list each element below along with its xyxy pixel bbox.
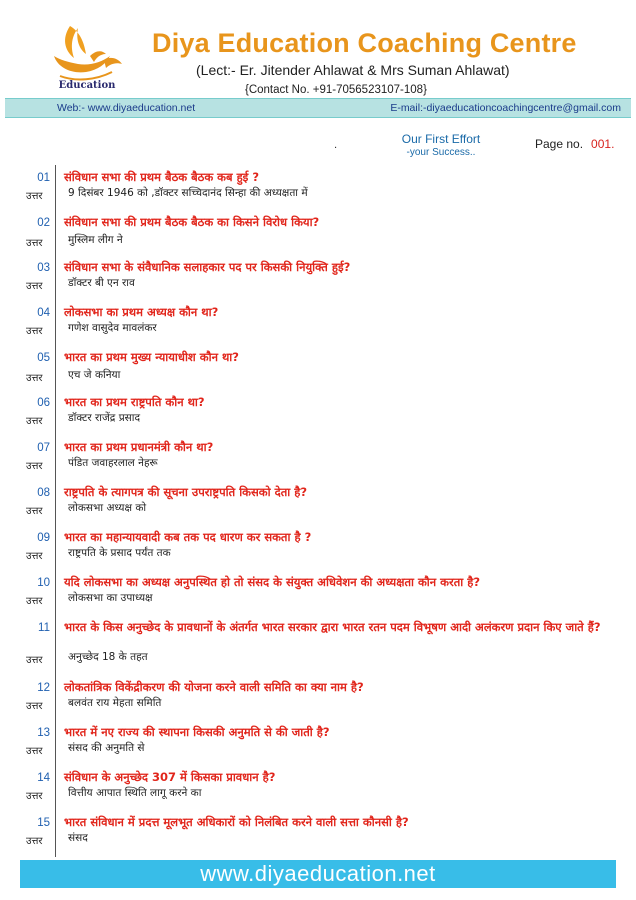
question-number: 08 xyxy=(37,487,50,499)
answer-text: लोकसभा अध्यक्ष को xyxy=(68,502,147,514)
tagline-line2: -your Success.. xyxy=(406,147,476,158)
question-text: भारत का प्रथम मुख्य न्यायाधीश कौन था? xyxy=(64,350,239,364)
question-text: राष्ट्रपति के त्यागपत्र की सूचना उपराष्ट्रपति किसको देता है? xyxy=(64,485,308,499)
question-number: 04 xyxy=(37,307,50,319)
question-text: भारत का प्रथम प्रधानमंत्री कौन था? xyxy=(64,440,214,454)
answer-text: संसद xyxy=(68,832,88,844)
question-text: संविधान सभा के संवैधानिक सलाहकार पद पर किसकी नियुक्ति हुई? xyxy=(64,260,351,274)
answer-label: उत्तर xyxy=(26,238,43,249)
question-text: भारत के किस अनुच्छेद के प्रावधानों के अंतर्गत भारत सरकार द्वारा भारत रतन पदम विभूषण आदी अलंकरण प्रदान किए जाते हैं? xyxy=(64,620,601,634)
answer-label: उत्तर xyxy=(26,416,43,427)
question-number: 09 xyxy=(37,532,50,544)
answer-text: संसद की अनुमति से xyxy=(68,742,145,754)
question-text: भारत में नए राज्य की स्थापना किसकी अनुमति से की जाती है? xyxy=(64,725,330,739)
answer-text: वित्तीय आपात स्थिति लागू करने का xyxy=(68,787,202,799)
answer-label: उत्तर xyxy=(26,461,43,472)
footer-url[interactable]: www.diyaeducation.net xyxy=(200,861,436,886)
question-text: भारत का प्रथम राष्ट्रपति कौन था? xyxy=(64,395,205,409)
page-header xyxy=(0,0,636,100)
logo-text: Education xyxy=(58,80,116,91)
page-number-label: Page no. xyxy=(535,137,584,151)
contact-number: {Contact No. +91-7056523107-108} xyxy=(245,84,427,96)
question-text: भारत का महान्यायवादी कब तक पद धारण कर सकता है ? xyxy=(64,530,312,544)
answer-text: डॉक्टर बी एन राव xyxy=(68,277,135,289)
email-link[interactable]: E-mail:-diyaeducationcoachingcentre@gmail.com xyxy=(390,102,621,114)
separator-dot: . xyxy=(334,140,338,151)
answer-label: उत्तर xyxy=(26,701,43,712)
answer-label: उत्तर xyxy=(26,596,43,607)
question-number: 05 xyxy=(37,352,50,364)
question-number: 10 xyxy=(37,577,50,589)
question-number: 11 xyxy=(38,622,50,634)
answer-label: उत्तर xyxy=(26,191,43,202)
answer-text: 9 दिसंबर 1946 को ,डॉक्टर सच्चिदानंद सिन्हा की अध्यक्षता में xyxy=(68,187,308,199)
question-number: 02 xyxy=(37,217,50,229)
answer-text: बलवंत राय मेहता समिति xyxy=(68,697,162,709)
answer-text: राष्ट्रपति के प्रसाद पर्यंत तक xyxy=(68,547,171,559)
question-text: लोकतांत्रिक विकेंद्रीकरण की योजना करने वाली समिति का क्या नाम है? xyxy=(64,680,364,694)
answer-label: उत्तर xyxy=(26,281,43,292)
answer-text: डॉक्टर राजेंद्र प्रसाद xyxy=(68,412,141,424)
lecturer-line: (Lect:- Er. Jitender Ahlawat & Mrs Suman Ahlawat) xyxy=(196,62,510,78)
question-text: संविधान सभा की प्रथम बैठक बैठक का किसने विरोध किया? xyxy=(64,215,320,229)
answer-text: एच जे कनिया xyxy=(68,369,121,381)
question-number: 06 xyxy=(37,397,50,409)
question-text: लोकसभा का प्रथम अध्यक्ष कौन था? xyxy=(64,305,219,319)
question-text: भारत संविधान में प्रदत्त मूलभूत अधिकारों को निलंबित करने वाली सत्ता कौनसी है? xyxy=(64,815,409,829)
answer-text: मुस्लिम लीग ने xyxy=(68,234,123,246)
answer-text: पंडित जवाहरलाल नेहरू xyxy=(68,457,158,469)
footer-bar xyxy=(20,860,616,888)
answer-text: गणेश वासुदेव मावलंकर xyxy=(68,322,157,334)
answer-label: उत्तर xyxy=(26,836,43,847)
question-text: संविधान के अनुच्छेद 307 में किसका प्रावधान है? xyxy=(64,770,276,784)
question-number: 15 xyxy=(37,817,50,829)
answer-text: लोकसभा का उपाध्यक्ष xyxy=(68,592,153,604)
question-number: 12 xyxy=(37,682,50,694)
answer-label: उत्तर xyxy=(26,551,43,562)
answer-label: उत्तर xyxy=(26,791,43,802)
question-number: 14 xyxy=(37,772,50,784)
page-title: Diya Education Coaching Centre xyxy=(152,28,577,58)
question-text: संविधान सभा की प्रथम बैठक बैठक कब हुई ? xyxy=(64,170,260,184)
page-number-value: 001. xyxy=(591,137,615,151)
tagline-line1: Our First Effort xyxy=(401,132,481,146)
answer-label: उत्तर xyxy=(26,655,43,666)
answer-label: उत्तर xyxy=(26,373,43,384)
website-link[interactable]: Web:- www.diyaeducation.net xyxy=(57,102,196,114)
tagline xyxy=(396,132,486,158)
web-email-bar xyxy=(5,98,631,118)
answer-label: उत्तर xyxy=(26,746,43,757)
margin-rule xyxy=(55,165,56,857)
answer-label: उत्तर xyxy=(26,506,43,517)
answer-text: अनुच्छेद 18 के तहत xyxy=(68,651,148,663)
page-number xyxy=(535,137,614,151)
question-number: 01 xyxy=(37,172,50,184)
answer-label: उत्तर xyxy=(26,326,43,337)
question-text: यदि लोकसभा का अध्यक्ष अनुपस्थित हो तो संसद के संयुक्त अधिवेशन की अध्यक्षता कौन करता है? xyxy=(64,575,481,589)
question-number: 07 xyxy=(37,442,50,454)
question-number: 03 xyxy=(37,262,50,274)
question-number: 13 xyxy=(37,727,50,739)
